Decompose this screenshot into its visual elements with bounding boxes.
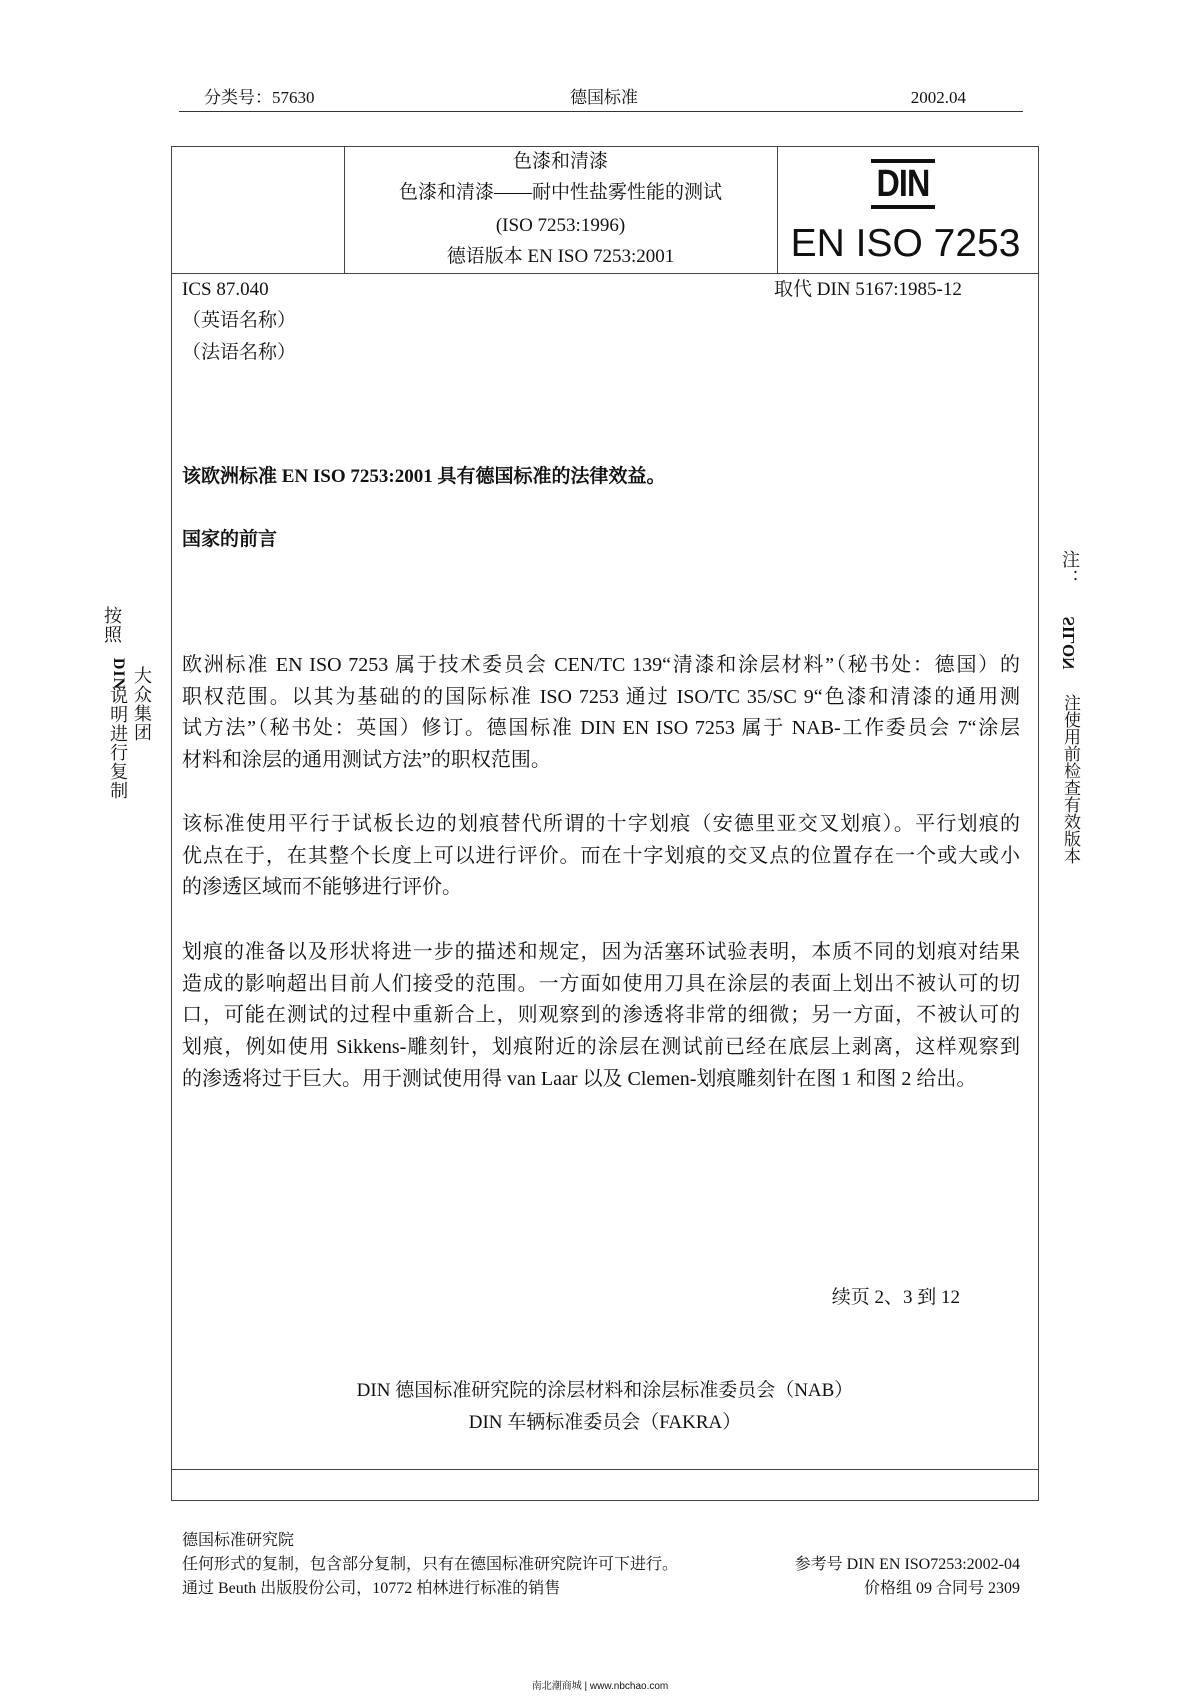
french-name: （法语名称）	[182, 342, 297, 363]
text-line: 的渗透区域而不能够进行评价。	[182, 876, 462, 899]
side-note-left-c: 大众集团	[132, 666, 152, 742]
column-divider	[777, 146, 778, 274]
replaces-standard: 取代 DIN 5167:1985-12	[774, 279, 962, 300]
footer-price: 价格组 09 合同号 2309	[863, 1580, 1020, 1597]
continued-pages: 续页 2、3 到 12	[831, 1287, 960, 1308]
footer-institute: 德国标准研究院	[182, 1532, 295, 1549]
text-line: 划痕，例如使用 Sikkens-雕刻针，划痕附近的涂层在测试前已经在底层上剥离，这样观察到	[182, 1036, 1020, 1059]
title-line: 色漆和清漆——耐中性盐雾性能的测试	[398, 182, 722, 203]
side-note-din: DIN	[110, 657, 128, 691]
paragraph-3	[182, 937, 1020, 1095]
foreword-heading: 国家的前言	[182, 529, 278, 550]
text-line: 口，可能在测试的过程中重新合上，则观察到的渗透将非常的细微；另一方面，不被认可的	[182, 1004, 1020, 1027]
watermark: 南北潮商城 | www.nbchao.com	[531, 1681, 669, 1692]
footer-sales: 通过 Beuth 出版股份公司，10772 柏林进行标准的销售	[182, 1580, 561, 1597]
footer-copyright: 任何形式的复制，包含部分复制，只有在德国标准研究院许可下进行。	[182, 1556, 679, 1573]
paragraph-1	[182, 650, 1020, 777]
committee-line: DIN 车辆标准委员会（FAKRA）	[468, 1412, 742, 1433]
legal-statement: 该欧洲标准 EN ISO 7253:2001 具有德国标准的法律效益。	[182, 466, 666, 487]
committee-line: DIN 德国标准研究院的涂层材料和涂层标准委员会（NAB）	[356, 1380, 854, 1401]
document-type: 德国标准	[570, 88, 638, 107]
side-note-right-a: 注：	[1060, 550, 1080, 588]
standard-number: EN ISO 7253	[790, 222, 1021, 265]
paragraph-2	[182, 809, 1020, 904]
bottom-row-divider	[171, 1469, 1039, 1470]
side-note-rotated-text: SILON	[1059, 616, 1078, 670]
text-line: 划痕的准备以及形状将进一步的描述和规定，因为活塞环试验表明，本质不同的划痕对结果	[182, 941, 1020, 963]
text-line: 欧洲标准 EN ISO 7253 属于技术委员会 CEN/TC 139“清漆和涂层材料”（秘书处：德国）的	[182, 654, 1020, 676]
classification-number: 分类号：57630	[204, 88, 315, 107]
side-note-left-a: 按照	[102, 606, 122, 644]
text-line: 该标准使用平行于试板长边的划痕替代所谓的十字划痕（安德里亚交叉划痕）。平行划痕的	[182, 813, 1020, 835]
title-line: (ISO 7253:1996)	[495, 215, 626, 236]
side-note-right-c: 注使用前检查有效版本	[1061, 694, 1080, 864]
side-note-left-b	[102, 657, 134, 800]
din-logo	[871, 159, 935, 209]
text-line: 职权范围。以其为基础的的国际标准 ISO 7253 通过 ISO/TC 35/SC 9“色漆和清漆的通用测	[182, 685, 1020, 708]
text-line: 造成的影响超出目前人们接受的范围。一方面如使用刀具在涂层的表面上划出不被认可的切	[182, 972, 1020, 995]
footer	[182, 1529, 1020, 1601]
issue-date: 2002.04	[910, 88, 966, 107]
side-note-right-b	[1058, 610, 1080, 676]
text-line: 优点在于，在其整个长度上可以进行评价。而在十字划痕的交叉点的位置存在一个或大或小	[182, 844, 1020, 867]
footer-reference: 参考号 DIN EN ISO7253:2002-04	[794, 1556, 1020, 1573]
header-rule	[179, 111, 1023, 112]
text-line: 的渗透将过于巨大。用于测试使用得 van Laar 以及 Clemen-划痕雕刻针在图 1 和图 2 给出。	[182, 1067, 977, 1090]
din-logo-text: DIN	[876, 163, 930, 205]
side-note-text: 说明进行复制	[108, 686, 129, 800]
title-line: 色漆和清漆	[512, 151, 608, 172]
ics-code: ICS 87.040	[182, 279, 269, 300]
title-line: 德语版本 EN ISO 7253:2001	[446, 246, 675, 267]
text-line: 试方法”（秘书处：英国）修订。德国标准 DIN EN ISO 7253 属于 NAB-工作委员会 7“涂层	[182, 717, 1020, 740]
english-name: （英语名称）	[182, 310, 297, 331]
title-row-divider	[171, 273, 1039, 274]
text-line: 材料和涂层的通用测试方法”的职权范围。	[182, 749, 551, 772]
